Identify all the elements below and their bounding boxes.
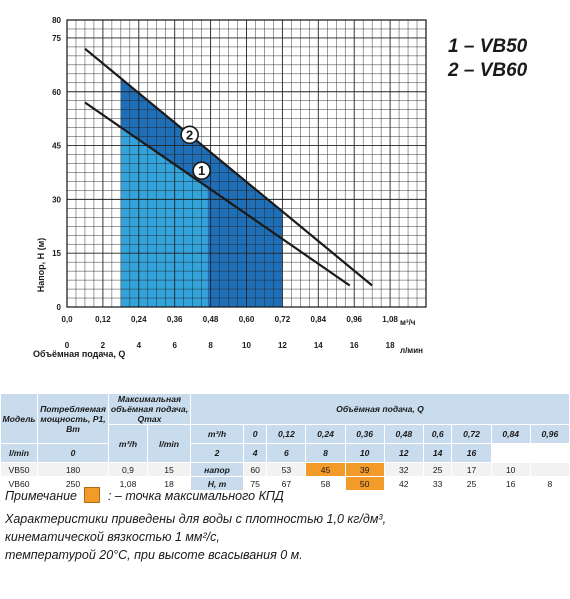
head-value: 10 [491,463,530,477]
head-value: 67 [267,477,306,491]
flow-m3h-value: 0,72 [452,425,491,444]
x-tick-bottom: 8 [208,341,213,350]
flow-lmin-head: l/min [1,444,38,463]
legend-vb50: 1 – VB50 [448,36,528,57]
x-tick-bottom: 4 [136,341,142,350]
x-tick-top: 0,84 [310,315,327,324]
qmax-lmin-cell: 15 [148,463,191,477]
x-tick-top: 0,36 [166,315,183,324]
x-tick-top: 0,24 [131,315,147,324]
head-value: 8 [530,477,569,491]
head-value: 58 [306,477,345,491]
x-tick-bottom: 2 [100,341,106,350]
flow-lmin-value: 16 [452,444,491,463]
series-label-2: 2 [186,127,194,143]
series-label-1: 1 [198,163,206,179]
x-tick-bottom: 16 [349,341,359,350]
note-line1: Характеристики приведены для воды с плотностью 1,0 кг/дм³, [5,512,387,526]
note-line [5,487,284,503]
col-power: Потребляемая мощность, P1, Вт [38,394,109,444]
spec-table [0,393,570,491]
flow-m3h-value: 0,6 [423,425,452,444]
qmax-m3h-cell: 1,08 [109,477,148,491]
y-tick-label: 30 [52,195,61,205]
flow-m3h-value: 0,12 [267,425,306,444]
col-qmax: Максимальная объёмная подача, Qmax [109,394,191,425]
x-unit-top: м³/ч [400,318,416,327]
flow-lmin-value: 2 [191,444,244,463]
qmax-lmin-head: l/min [148,425,191,463]
head-value: 33 [423,477,452,491]
flow-m3h-value: 0,96 [530,425,569,444]
head-value: 16 [491,477,530,491]
head-value: 17 [452,463,491,477]
head-value: 50 [345,477,384,491]
x-axis-label-bottom: Объёмная подача, Q [33,349,126,359]
head-value: 45 [306,463,345,477]
x-tick-top: 0,96 [346,315,362,324]
x-tick-bottom: 18 [385,341,395,350]
flow-lmin-value: 8 [306,444,345,463]
flow-lmin-value: 0 [38,444,109,463]
col-model: Модель [1,394,38,444]
chart-grid [67,20,426,307]
head-value: 53 [267,463,306,477]
note-text: : – точка максимального КПД [107,489,284,503]
y-tick-label: 45 [52,141,61,151]
y-axis-label: Напор, H (м) [36,237,46,293]
y-tick-label: 75 [52,33,61,43]
note-line3: температурой 20°C, при высоте всасывания 0 м. [5,548,303,562]
x-tick-top: 0,0 [61,315,73,324]
model-cell: VB50 [1,463,38,477]
y-tick-label: 60 [52,87,61,97]
flow-m3h-head: m³/h [191,425,244,444]
flow-lmin-value: 10 [345,444,384,463]
flow-lmin-value: 12 [384,444,423,463]
head-value: 42 [384,477,423,491]
flow-lmin-value: 14 [423,444,452,463]
head-value: 75 [244,477,267,491]
x-tick-top: 1,08 [382,315,398,324]
power-cell: 250 [38,477,109,491]
x-tick-top: 0,60 [238,315,255,324]
x-tick-bottom: 12 [277,341,287,350]
hm-label: H, m [191,477,244,491]
x-tick-bottom: 0 [64,341,70,350]
head-value: 32 [384,463,423,477]
x-tick-bottom: 10 [242,341,251,350]
flow-m3h-value: 0,84 [491,425,530,444]
x-tick-bottom: 14 [313,341,323,350]
qmax-m3h-head: m³/h [109,425,148,463]
flow-lmin-value: 6 [267,444,306,463]
qmax-m3h-cell: 0,9 [109,463,148,477]
legend-vb60: 2 – VB60 [448,60,528,81]
power-cell: 180 [38,463,109,477]
y-tick-label: 80 [52,16,61,25]
head-value: 25 [452,477,491,491]
flow-m3h-value: 0,48 [384,425,423,444]
col-flow: Объёмная подача, Q [191,394,570,425]
model-cell: VB60 [1,477,38,491]
flow-m3h-value: 0 [244,425,267,444]
flow-m3h-value: 0,36 [345,425,384,444]
note-label: Примечание [5,489,77,503]
note-line2: кинематической вязкостью 1 мм²/с, [5,530,220,544]
max-efficiency-marker [84,487,100,503]
x-tick-bottom: 6 [172,341,177,350]
qmax-lmin-cell: 18 [148,477,191,491]
x-tick-top: 0,12 [95,315,111,324]
y-tick-label: 15 [52,249,61,259]
flow-lmin-value: 4 [244,444,267,463]
y-tick-label: 0 [56,303,61,312]
flow-m3h-value: 0,24 [306,425,345,444]
head-value: 25 [423,463,452,477]
x-tick-top: 0,72 [274,315,291,324]
napor-label: напор [191,463,244,477]
head-value [530,463,569,477]
x-unit-bottom: л/мин [400,346,423,355]
head-value: 60 [244,463,267,477]
x-tick-top: 0,48 [202,315,219,324]
head-value: 39 [345,463,384,477]
